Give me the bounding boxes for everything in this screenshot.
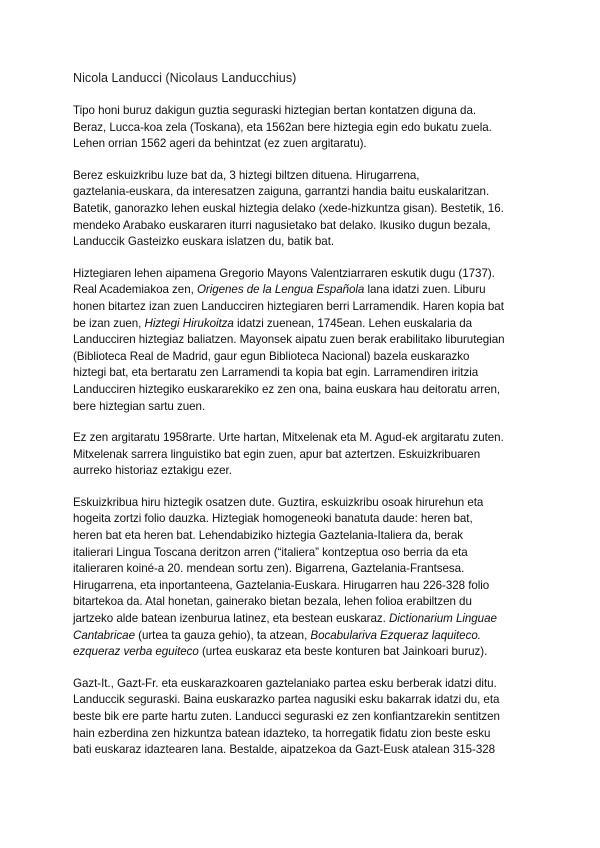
text-run: be izan zuen, [73, 316, 145, 330]
text-line [73, 184, 531, 201]
text-run: heren bat eta heren bat. Lehendabiziko hiztegia Gaztelania-Italiera da, berak [73, 529, 463, 543]
text-run: (urtea ta gauza gehio), ta atzean, [134, 628, 311, 642]
text-line [73, 594, 531, 611]
text-run: Real Academiakoa zen, [73, 283, 197, 297]
text-line [73, 676, 531, 693]
text-line [73, 282, 531, 299]
text-line [73, 332, 531, 349]
text-run: jartzeko alde batean izenburua latinez, eta bestean euskaraz. [73, 612, 389, 626]
document-body [73, 103, 531, 759]
paragraph [73, 168, 531, 251]
text-line [73, 316, 531, 333]
text-line [73, 528, 531, 545]
text-line [73, 726, 531, 743]
text-run: beste bik ere parte hartu zuten. Landucci seguraski ez zen konfiantzarekin sentitzen [73, 710, 500, 723]
text-run: Ez zen argitaratu 1958rarte. Urte hartan, Mitxelenak eta M. Agud-ek argitaratu zuten. [73, 431, 504, 445]
text-line [73, 511, 531, 528]
text-run: Landucciren hiztegiko euskararekiko ez zen ona, baina euskara hau deitoratu arren, [73, 382, 501, 396]
text-line [73, 495, 531, 512]
text-line [73, 103, 531, 120]
paragraph [73, 676, 531, 759]
italic-title: ezqueraz verba eguiteco [73, 645, 199, 659]
text-run: Gazt-It., Gazt-Fr. eta euskarazkoaren gaztelaniako partea esku berberak idatzi ditu. [73, 676, 497, 690]
text-line [73, 447, 531, 464]
italic-title: Origenes de la Lengua Española [196, 283, 365, 297]
text-run: Eskuizkribua hiru hiztegik osatzen dute. Guztira, eskuizkribu osoak hirurehun eta [73, 495, 484, 509]
text-run: aurreko historiaz eztakigu ezer. [73, 464, 232, 478]
text-line [73, 168, 531, 185]
text-line [73, 611, 531, 628]
text-line [73, 709, 531, 726]
text-run: Hirugarrena, eta inportanteena, Gaztelania-Euskara. Hirugarren hau 226-328 folio [73, 578, 490, 592]
text-line [73, 545, 531, 562]
italic-title: Hiztegi Hirukoitza [144, 316, 234, 330]
text-line [73, 266, 531, 283]
text-run: Berez eskuizkribu luze bat da, 3 hiztegi biltzen dituena. Hirugarrena, [73, 168, 420, 182]
italic-title: Cantabricae [73, 628, 135, 642]
text-line [73, 644, 531, 661]
text-run: (Biblioteca Real de Madrid, gaur egun Biblioteca Nacional) bazela euskarazko [73, 349, 470, 363]
text-run: idatzi zuenean, 1745ean. Lehen euskalaria da [233, 316, 472, 330]
text-line [73, 578, 531, 595]
text-line [73, 463, 531, 480]
text-run: Landucciren hiztegiaz baliatzen. Mayonsek aipatu zuen berak erabilitako liburutegian [73, 333, 505, 347]
text-line [73, 382, 531, 399]
text-line [73, 365, 531, 382]
text-run: lana idatzi zuen. Liburu [364, 283, 486, 297]
text-run: Batetik, ganorazko lehen euskal hiztegia delako (xede-hizkuntza gisan). Bestetik, 16. [73, 201, 504, 215]
text-line [73, 299, 531, 316]
text-run: Mitxelenak sarrera linguistiko bat egin zuen, apur bat aztertzen. Eskuizkribuaren [73, 447, 481, 461]
text-line [73, 628, 531, 645]
text-run: bati euskaraz idaztearen lana. Bestalde, aipatzekoa da Gazt-Eusk atalean 315-328 [73, 743, 496, 757]
text-run: Beraz, Lucca-koa zela (Toskana), eta 1562an bere hiztegia egin edo bukatu zuela. [73, 120, 492, 134]
text-line [73, 201, 531, 218]
text-line [73, 561, 531, 578]
text-line [73, 399, 531, 416]
text-run: hogeita zortzi folio dauzka. Hiztegiak homogeneoki banatuta daude: heren bat, [73, 512, 473, 526]
text-line [73, 742, 531, 759]
text-run: (urtea euskaraz eta beste konturen bat Jainkoari buruz). [198, 645, 488, 659]
text-run: Lehen orrian 1562 ageri da behintzat (ez zuen argitaratu). [73, 137, 367, 151]
text-line [73, 218, 531, 235]
italic-title: Dictionarium Linguae [388, 612, 497, 626]
text-line [73, 120, 531, 137]
paragraph [73, 266, 531, 415]
text-run: gaztelania-euskara, da interesatzen zaiguna, garrantzi handia baitu euskalaritzan. [73, 185, 490, 199]
document-title: Nicola Landucci (Nicolaus Landucchius) [73, 71, 297, 85]
text-run: Landuccik Gasteizko euskara islatzen du, batik bat. [73, 235, 335, 249]
paragraph [73, 495, 531, 661]
text-line [73, 692, 531, 709]
text-run: hiztegi bat, eta bertaratu zen Larramendi ta kopia bat egin. Larramendiren iritzia [73, 366, 479, 380]
text-line [73, 430, 531, 447]
text-run: bere hiztegian sartu zuen. [73, 399, 206, 413]
text-run: italierari Lingua Toscana deritzon arren (“italiera” kontzeptua oso berria da eta [73, 545, 468, 559]
text-run: mendeko Arabako euskararen iturri nagusietako bat delako. Ikusiko dugun bezala, [73, 218, 491, 232]
text-run: hain ezberdina zen hizkuntza batean idazteko, ta horregatik fidatu zion beste esku [73, 726, 491, 740]
text-run: Hiztegiaren lehen aipamena Gregorio Mayons Valentziarraren eskutik dugu (1737). [73, 266, 495, 280]
italic-title: Bocabulariva Ezqueraz laquiteco. [310, 628, 481, 642]
text-line [73, 349, 531, 366]
text-line [73, 234, 531, 251]
text-run: honen bitartez izan zuen Landucciren hiztegiaren berri Larramendik. Haren kopia bat [73, 299, 504, 313]
document-page [73, 70, 531, 774]
paragraph [73, 430, 531, 480]
paragraph [73, 103, 531, 153]
text-run: italieraren koiné-a 20. mendean sortu zen). Bigarrena, Gaztelania-Frantsesa. [73, 562, 465, 576]
text-line [73, 136, 531, 153]
text-run: Landuccik seguraski. Baina euskarazko partea nagusiki esku bakarrak idatzi du, eta [73, 693, 500, 707]
text-run: Tipo honi buruz dakigun guztia seguraski hiztegian bertan kontatzen diguna da. [73, 104, 477, 117]
text-run: bitartekoa da. Atal honetan, gainerako bietan bezala, lehen folioa erabiltzen du [73, 595, 472, 609]
